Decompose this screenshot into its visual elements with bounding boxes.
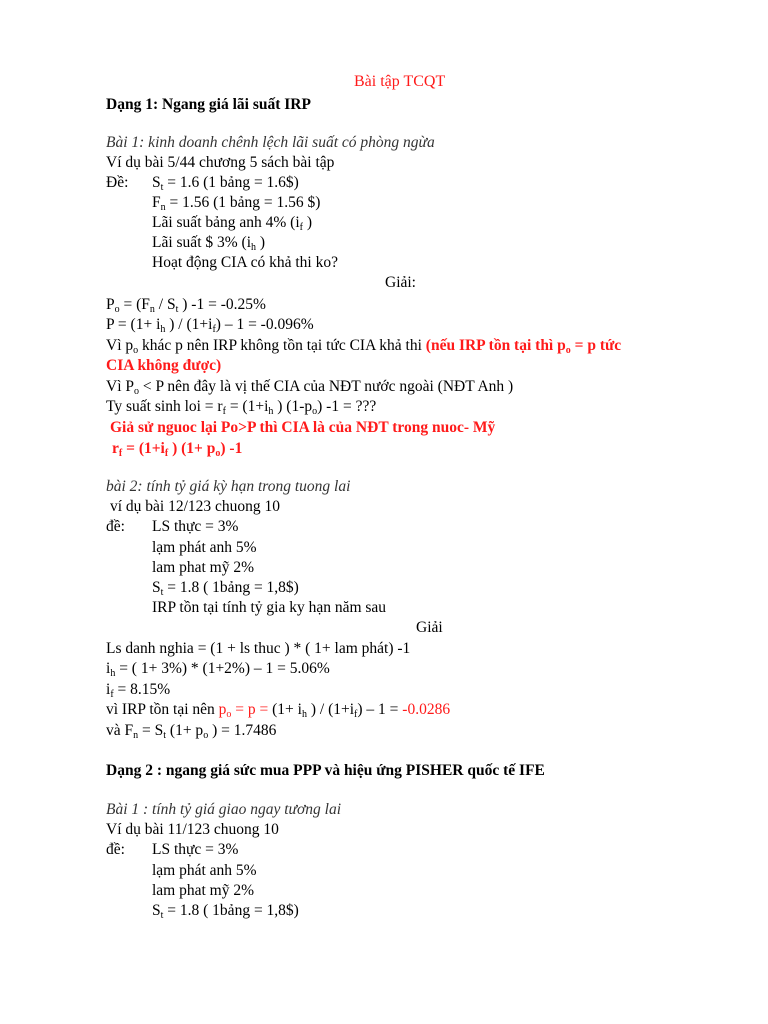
- exercise-heading-dang2-bai1: Bài 1 : tính tỷ giá giao ngay tương lai: [106, 801, 341, 818]
- formula-po: $P_o = (F_n / S_t$ ) -1 = -0.25%: [106, 296, 266, 315]
- problem3-inflation-uk: lạm phát anh 5%: [152, 862, 257, 879]
- problem-line-usd-rate: Lãi suất $ 3% ($i_h$ ): [152, 234, 266, 253]
- document-title: Bài tập TCQT: [354, 73, 446, 90]
- example-ref: Ví dụ bài 5/44 chương 5 sách bài tập: [106, 154, 335, 171]
- solution-label: Giải:: [385, 274, 416, 291]
- position-line: Vì $P_o < P$ nên đây là vị thế CIA của NĐT nước ngoài (NĐT Anh ): [106, 378, 514, 397]
- exercise-heading-bai2: bài 2: tính tỷ giá kỳ hạn trong tuong lai: [106, 478, 351, 495]
- premium-calc: vì IRP tồn tại nên $p_o = p = (1+ i_h$ ) / $(1+i_f) - 1 = -0.0286$: [106, 701, 451, 720]
- problem3-spot: $S_t = 1.8$ ( 1bảng = 1,8$): [152, 902, 299, 921]
- problem-line-spot: Đề: $S_t = 1.6$ (1 bảng = 1.6$): [106, 174, 299, 193]
- yield-line: Ty suất sinh loi = $r_f = (1+i_h$ ) $(1-p_o) -1$ = ???: [106, 398, 377, 417]
- problem2-inflation-uk: lạm phát anh 5%: [152, 539, 257, 556]
- conclusion-note: CIA không được): [106, 357, 222, 374]
- solution-label-2: Giải: [416, 619, 443, 636]
- problem3-real-rate: đề: LS thực = 3%: [106, 841, 239, 858]
- problem-line-forward: $F_n = 1.56$ (1 bảng = 1.56 $): [152, 194, 321, 213]
- if-calc: $i_f = 8.15\%$: [106, 681, 171, 700]
- problem-line-gbp-rate: Lãi suất bảng anh 4% ($i_f$ ): [152, 214, 313, 233]
- section-heading-dang1: Dạng 1: Ngang giá lãi suất IRP: [106, 96, 311, 113]
- problem3-inflation-us: lam phat mỹ 2%: [152, 882, 255, 899]
- exercise-heading-bai1: Bài 1: kinh doanh chênh lệch lãi suất có phòng ngừa: [106, 134, 435, 151]
- problem2-inflation-us: lam phat mỹ 2%: [152, 559, 255, 576]
- forward-calc: và $F_n = S_t$ ($1+ p_o$ ) = 1.7486: [106, 722, 277, 741]
- nominal-rate-formula: Ls danh nghia = (1 + ls thuc ) * ( 1+ lam phát) -1: [106, 640, 411, 657]
- conclusion-line: Vì $p_o$ khác p nên IRP không tồn tại tức CIA khả thi (nếu IRP tồn tại thì $p_o = p$ tức: [106, 337, 622, 356]
- yield-formula-red: $r_f = (1+i_f$ ) $(1+ p_o)$ -1: [112, 440, 243, 459]
- ih-calc: $i_h$ = ( 1+ 3%) * (1+2%) – 1 = 5.06%: [106, 660, 330, 679]
- problem-question: Hoạt động CIA có khả thi ko?: [152, 254, 338, 271]
- formula-p: $P = (1+ i_h$ ) / $(1+i_f) - 1 = -0.096\%$: [106, 316, 314, 335]
- example-ref-2: ví dụ bài 12/123 chuong 10: [110, 498, 281, 515]
- problem2-real-rate: đề: LS thực = 3%: [106, 518, 239, 535]
- problem2-spot: $S_t = 1.8$ ( 1bảng = 1,8$): [152, 579, 299, 598]
- assumption-line: Giả sử nguoc lại Po>P thì CIA là của NĐT trong nuoc- Mỹ: [110, 419, 496, 436]
- example-ref-3: Ví dụ bài 11/123 chuong 10: [106, 821, 279, 838]
- section-heading-dang2: Dạng 2 : ngang giá sức mua PPP và hiệu ứng PISHER quốc tế IFE: [106, 762, 545, 779]
- problem2-question: IRP tồn tại tính tỷ gia ky hạn năm sau: [152, 599, 387, 616]
